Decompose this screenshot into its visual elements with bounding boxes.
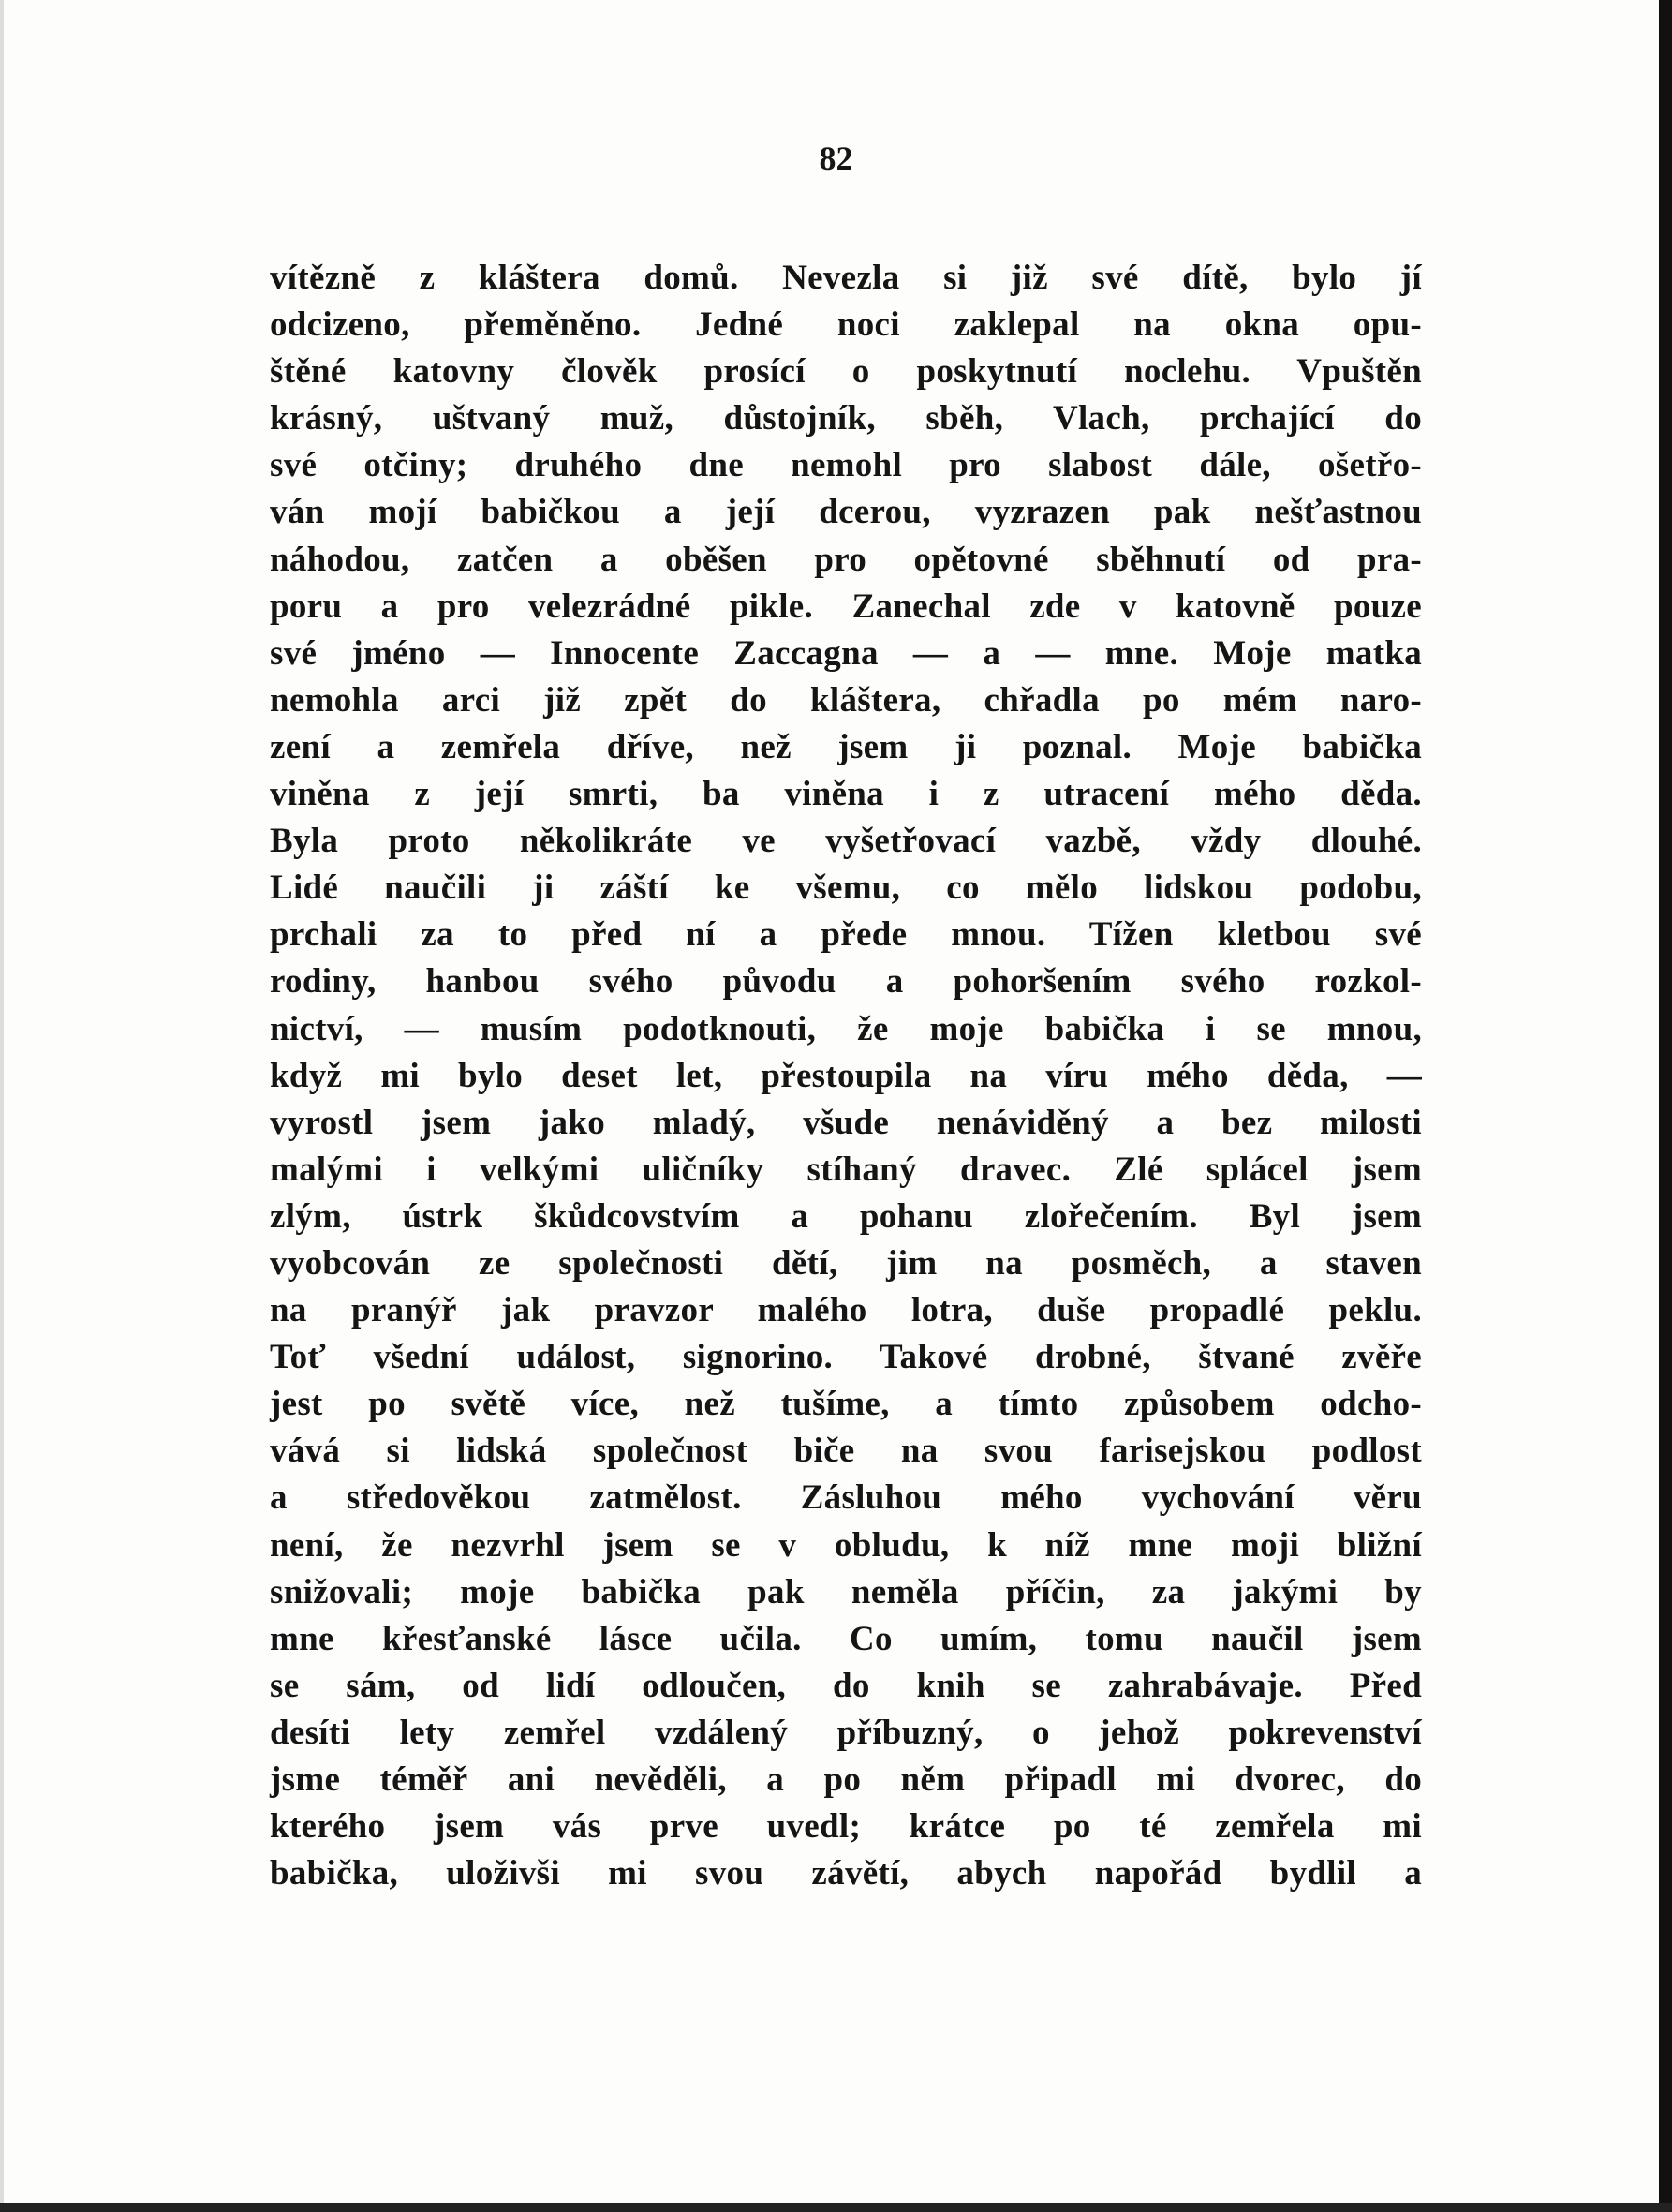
text-line: odcizeno, přeměněno. Jedné noci zaklepal na okna opu- <box>270 305 1422 345</box>
scan-edge-bottom <box>0 2203 1672 2212</box>
text-line: vítězně z kláštera domů. Nevezla si již své dítě, bylo jí <box>270 259 1422 297</box>
text-line: malými i velkými uličníky stíhaný dravec. Zlé splácel jsem <box>270 1150 1422 1189</box>
text-line: náhodou, zatčen a oběšen pro opětovné sběhnutí od pra- <box>270 540 1422 579</box>
text-line: zení a zemřela dříve, než jsem ji poznal. Moje babička <box>270 727 1422 766</box>
text-line: není, že nezvrhl jsem se v obludu, k níž mne moji bližní <box>270 1525 1422 1565</box>
text-line: babička, uloživši mi svou závětí, abych napořád bydlil a <box>270 1854 1422 1893</box>
text-line: a středověkou zatmělost. Zásluhou mého vychování věru <box>270 1478 1422 1518</box>
text-line: své jméno — Innocente Zaccagna — a — mne. Moje matka <box>270 633 1422 673</box>
text-line: zlým, ústrk škůdcovstvím a pohanu zlořečením. Byl jsem <box>270 1196 1422 1236</box>
text-line: rodiny, hanbou svého původu a pohoršením svého rozkol- <box>270 962 1422 1002</box>
text-line: prchali za to před ní a přede mnou. Tížen kletbou své <box>270 915 1422 955</box>
scan-edge-left <box>0 0 4 2212</box>
text-line: když mi bylo deset let, přestoupila na víru mého děda, — <box>270 1056 1422 1095</box>
body-text <box>270 255 1422 1897</box>
text-line: Toť všední událost, signorino. Takové drobné, štvané zvěře <box>270 1338 1422 1377</box>
text-line: Lidé naučili ji záští ke všemu, co mělo lidskou podobu, <box>270 868 1422 908</box>
text-line: jest po světě více, než tušíme, a tímto způsobem odcho- <box>270 1385 1422 1424</box>
page-number: 82 <box>819 140 853 177</box>
text-line: Byla proto několikráte ve vyšetřovací vazbě, vždy dlouhé. <box>270 822 1422 861</box>
text-line: desíti lety zemřel vzdálený příbuzný, o jehož pokrevenství <box>270 1713 1422 1752</box>
text-line: krásný, uštvaný muž, důstojník, sběh, Vlach, prchající do <box>270 399 1422 438</box>
text-line: své otčiny; druhého dne nemohl pro slabost dále, ošetřo- <box>270 446 1422 485</box>
text-line: na pranýř jak pravzor malého lotra, duše propadlé peklu. <box>270 1291 1422 1330</box>
text-line: snižovali; moje babička pak neměla příčin, za jakými by <box>270 1572 1422 1611</box>
scan-edge-right <box>1659 0 1672 2212</box>
text-line: štěné katovny člověk prosící o poskytnutí noclehu. Vpuštěn <box>270 352 1422 392</box>
text-line: vyobcován ze společnosti dětí, jim na posměch, a staven <box>270 1243 1422 1283</box>
text-line: viněna z její smrti, ba viněna i z utracení mého děda. <box>270 775 1422 814</box>
text-line: mne křesťanské lásce učila. Co umím, tomu naučil jsem <box>270 1619 1422 1658</box>
text-line: ván mojí babičkou a její dcerou, vyzrazen pak nešťastnou <box>270 493 1422 532</box>
text-line: poru a pro velezrádné pikle. Zanechal zde v katovně pouze <box>270 586 1422 626</box>
text-line: jsme téměř ani nevěděli, a po něm připadl mi dvorec, do <box>270 1760 1422 1799</box>
text-line: nemohla arci již zpět do kláštera, chřadla po mém naro- <box>270 680 1422 720</box>
text-line: vyrostl jsem jako mladý, všude nenáviděný a bez milosti <box>270 1103 1422 1142</box>
text-line: nictví, — musím podotknouti, že moje babička i se mnou, <box>270 1009 1422 1048</box>
text-line: se sám, od lidí odloučen, do knih se zahrabávaje. Před <box>270 1666 1422 1705</box>
text-line: vává si lidská společnost biče na svou farisejskou podlost <box>270 1432 1422 1471</box>
text-line: kterého jsem vás prve uvedl; krátce po té zemřela mi <box>270 1807 1422 1847</box>
